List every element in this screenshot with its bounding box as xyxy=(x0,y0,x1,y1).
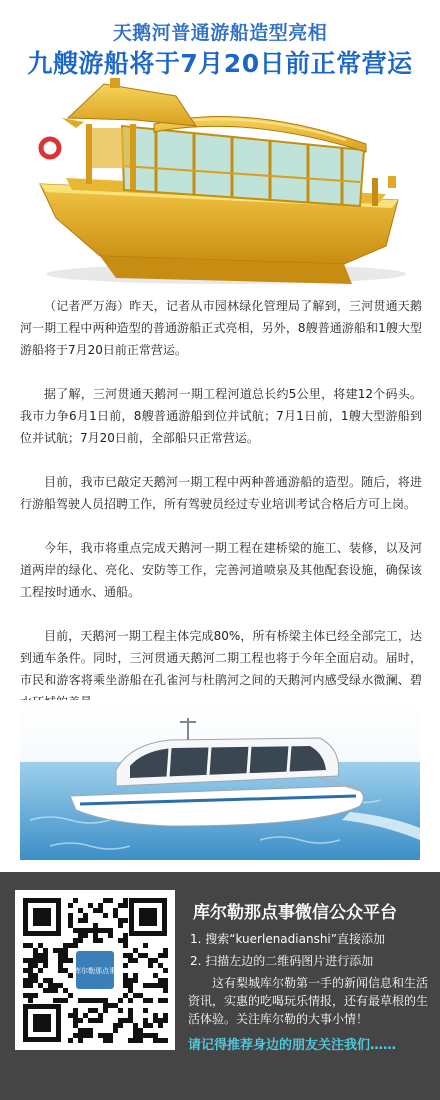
article-subtitle: 天鹅河普通游船造型亮相 xyxy=(112,22,328,44)
article-title: 九艘游船将于7月20日前正常营运 xyxy=(27,49,413,78)
paragraph: 今年，我市将重点完成天鹅河一期工程在建桥梁的施工、装修，以及河道两岸的绿化、亮化、安防等工作，完善河道喷泉及其他配套设施，确保该工程按时通水、通船。 xyxy=(20,541,422,599)
promo-step-scan: 2. 扫描左边的二维码图片进行添加 xyxy=(190,954,374,968)
promo-step-search: 1. 搜索“kuerlenadianshi”直接添加 xyxy=(190,932,385,946)
paragraph: 目前，我市已敲定天鹅河一期工程中两种普通游船的造型。随后，将进行游船驾驶人员招聘工作，所有驾驶员经过专业培训考试合格后方可上岗。 xyxy=(20,475,422,511)
promo-call-to-action: 请记得推荐身边的朋友关注我们…… xyxy=(188,1038,397,1053)
paragraph: 目前，天鹅河一期工程主体完成80%，所有桥梁主体已经全部完工，达到通车条件。同时，三河贯通天鹅河二期工程也将于今年全面启动。届时，市民和游客将乘坐游船在孔雀河与杜鹃河之间的天鹅河内感受绿水微澜、碧 xyxy=(20,629,422,687)
white-cruise-boat-image xyxy=(20,700,420,860)
wechat-qr-code[interactable] xyxy=(15,890,175,1050)
qr-logo-text: 库尔勒那点事 xyxy=(74,967,116,975)
yellow-pagoda-boat-image xyxy=(26,78,416,290)
paragraph: 据了解，三河贯通天鹅河一期工程河道总长约5公里，将建12个码头。我市力争6月1日前，8艘普通游船到位并试航；7月1日前，1艘大型游船到位并试航；7月20日前，全部船只正常营运。 xyxy=(20,387,422,445)
article-body xyxy=(20,295,422,735)
paragraph: （记者严万海）昨天，记者从市园林绿化管理局了解到，三河贯通天鹅河一期工程中两种造型的普通游船正式亮相，另外，8艘普通游船和1艘大型游船将于7月20日前正常营运。 xyxy=(20,299,422,357)
promo-description: 这有梨城库尔勒第一手的新闻信息和生活资讯，实惠的吃喝玩乐情报，还有最草根的生活体验。关注库尔勒的大事小情！ xyxy=(188,976,429,1026)
promo-title: 库尔勒那点事微信公众平台 xyxy=(193,903,397,923)
wechat-promo-panel xyxy=(0,872,440,1100)
